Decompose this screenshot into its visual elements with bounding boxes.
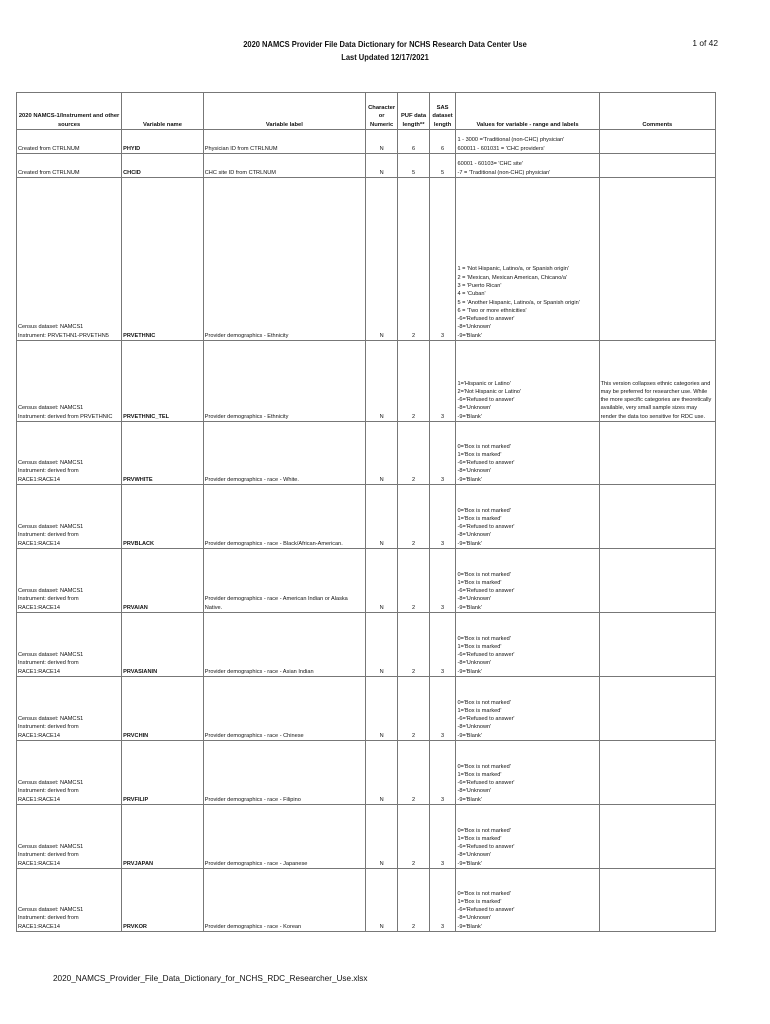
comments-cell	[599, 613, 715, 677]
comments-cell	[599, 178, 715, 341]
variable-name-cell: PRVKOR	[122, 869, 204, 932]
type-cell: N	[365, 485, 397, 549]
variable-name-cell: PRVCHIN	[122, 677, 204, 741]
type-cell: N	[365, 549, 397, 613]
comments-cell	[599, 869, 715, 932]
type-cell: N	[365, 130, 397, 154]
source-cell: Created from CTRLNUM	[17, 154, 122, 178]
values-cell: 0='Box is not marked' 1='Box is marked' -6='Refused to answer' -8='Unknown' -9='Blank'	[456, 677, 599, 741]
column-header-type: Character or Numeric	[365, 93, 397, 130]
source-cell: Census dataset: NAMCS1 Instrument: derived from RACE1:RACE14	[17, 422, 122, 485]
type-cell: N	[365, 613, 397, 677]
variable-name-cell: PRVETHNIC_TEL	[122, 341, 204, 422]
type-cell: N	[365, 869, 397, 932]
sas-length-cell: 5	[429, 154, 456, 178]
sas-length-cell: 3	[429, 549, 456, 613]
table-row	[17, 805, 716, 869]
values-cell: 1='Hispanic or Latino' 2='Not Hispanic or Latino' -6='Refused to answer' -8='Unknown' -9='Blank'	[456, 341, 599, 422]
variable-label-cell: CHC site ID from CTRLNUM	[203, 154, 365, 178]
sas-length-cell: 3	[429, 613, 456, 677]
values-cell: 60001 - 60103= 'CHC site' -7 = 'Traditional (non-CHC) physician'	[456, 154, 599, 178]
values-cell: 1 - 3000 ='Traditional (non-CHC) physician' 600011 - 601031 = 'CHC providers'	[456, 130, 599, 154]
puf-length-cell: 2	[398, 341, 429, 422]
document-title: 2020 NAMCS Provider File Data Dictionary for NCHS Research Data Center Use	[243, 39, 527, 49]
comments-cell	[599, 741, 715, 805]
source-cell: Census dataset: NAMCS1 Instrument: derived from RACE1:RACE14	[17, 677, 122, 741]
variable-name-cell: PRVETHNIC	[122, 178, 204, 341]
table-row	[17, 741, 716, 805]
sas-length-cell: 3	[429, 422, 456, 485]
sas-length-cell: 3	[429, 869, 456, 932]
variable-name-cell: PRVBLACK	[122, 485, 204, 549]
puf-length-cell: 2	[398, 805, 429, 869]
table-row	[17, 130, 716, 154]
variable-label-cell: Provider demographics - Ethnicity	[203, 341, 365, 422]
variable-label-cell: Provider demographics - race - American Indian or Alaska Native.	[203, 549, 365, 613]
sas-length-cell: 3	[429, 805, 456, 869]
table-row	[17, 869, 716, 932]
type-cell: N	[365, 178, 397, 341]
variable-name-cell: PHYID	[122, 130, 204, 154]
puf-length-cell: 2	[398, 549, 429, 613]
values-cell: 0='Box is not marked' 1='Box is marked' -6='Refused to answer' -8='Unknown' -9='Blank'	[456, 549, 599, 613]
variable-name-cell: PRVJAPAN	[122, 805, 204, 869]
table-row	[17, 677, 716, 741]
header-row	[17, 93, 716, 130]
source-cell: Created from CTRLNUM	[17, 130, 122, 154]
source-cell: Census dataset: NAMCS1 Instrument: derived from RACE1:RACE14	[17, 869, 122, 932]
column-header-variable-name: Variable name	[122, 93, 204, 130]
column-header-sas-length: SAS dataset length	[429, 93, 456, 130]
column-header-values: Values for variable - range and labels	[456, 93, 599, 130]
puf-length-cell: 2	[398, 178, 429, 341]
values-cell: 0='Box is not marked' 1='Box is marked' -6='Refused to answer' -8='Unknown' -9='Blank'	[456, 741, 599, 805]
variable-label-cell: Provider demographics - race - Japanese	[203, 805, 365, 869]
comments-cell	[599, 154, 715, 178]
footer-filename: 2020_NAMCS_Provider_File_Data_Dictionary_for_NCHS_RDC_Researcher_Use.xlsx	[53, 974, 368, 983]
comments-cell	[599, 549, 715, 613]
variable-name-cell: PRVWHITE	[122, 422, 204, 485]
column-header-puf-length: PUF data length**	[398, 93, 429, 130]
source-cell: Census dataset: NAMCS1 Instrument: derived from RACE1:RACE14	[17, 805, 122, 869]
type-cell: N	[365, 422, 397, 485]
values-cell: 0='Box is not marked' 1='Box is marked' -6='Refused to answer' -8='Unknown' -9='Blank'	[456, 613, 599, 677]
comments-cell	[599, 422, 715, 485]
variable-label-cell: Provider demographics - race - Filipino	[203, 741, 365, 805]
variable-name-cell: PRVFILIP	[122, 741, 204, 805]
table-row	[17, 613, 716, 677]
puf-length-cell: 6	[398, 130, 429, 154]
source-cell: Census dataset: NAMCS1 Instrument: derived from RACE1:RACE14	[17, 549, 122, 613]
comments-cell	[599, 485, 715, 549]
values-cell: 0='Box is not marked' 1='Box is marked' -6='Refused to answer' -8='Unknown' -9='Blank'	[456, 805, 599, 869]
type-cell: N	[365, 154, 397, 178]
type-cell: N	[365, 341, 397, 422]
column-header-variable-label: Variable label	[203, 93, 365, 130]
source-cell: Census dataset: NAMCS1 Instrument: derived from PRVETHNIC	[17, 341, 122, 422]
table-row	[17, 485, 716, 549]
values-cell: 0='Box is not marked' 1='Box is marked' -6='Refused to answer' -8='Unknown' -9='Blank'	[456, 422, 599, 485]
sas-length-cell: 6	[429, 130, 456, 154]
source-cell: Census dataset: NAMCS1 Instrument: derived from RACE1:RACE14	[17, 741, 122, 805]
values-cell: 0='Box is not marked' 1='Box is marked' -6='Refused to answer' -8='Unknown' -9='Blank'	[456, 869, 599, 932]
variable-label-cell: Physician ID from CTRLNUM	[203, 130, 365, 154]
table-row	[17, 341, 716, 422]
sas-length-cell: 3	[429, 485, 456, 549]
data-dictionary-table	[16, 92, 716, 932]
puf-length-cell: 5	[398, 154, 429, 178]
type-cell: N	[365, 677, 397, 741]
variable-label-cell: Provider demographics - race - White.	[203, 422, 365, 485]
variable-name-cell: PRVASIANIN	[122, 613, 204, 677]
source-cell: Census dataset: NAMCS1 Instrument: derived from RACE1:RACE14	[17, 613, 122, 677]
type-cell: N	[365, 741, 397, 805]
sas-length-cell: 3	[429, 341, 456, 422]
table-row	[17, 178, 716, 341]
page-number: 1 of 42	[692, 38, 718, 48]
variable-label-cell: Provider demographics - race - Black/African-American.	[203, 485, 365, 549]
sas-length-cell: 3	[429, 178, 456, 341]
puf-length-cell: 2	[398, 613, 429, 677]
last-updated: Last Updated 12/17/2021	[341, 52, 429, 62]
comments-cell	[599, 805, 715, 869]
variable-label-cell: Provider demographics - race - Asian Indian	[203, 613, 365, 677]
puf-length-cell: 2	[398, 677, 429, 741]
source-cell: Census dataset: NAMCS1 Instrument: derived from RACE1:RACE14	[17, 485, 122, 549]
puf-length-cell: 2	[398, 422, 429, 485]
table-row	[17, 154, 716, 178]
source-cell: Census dataset: NAMCS1 Instrument: PRVETHN1-PRVETHN5	[17, 178, 122, 341]
table-row	[17, 422, 716, 485]
variable-name-cell: PRVAIAN	[122, 549, 204, 613]
column-header-source: 2020 NAMCS-1/Instrument and other sources	[17, 93, 122, 130]
values-cell: 1 = 'Not Hispanic, Latino/a, or Spanish origin' 2 = 'Mexican, Mexican American, Chicano/a' 3 = 'Puerto Rican' 4 = 'Cuban' 5 = 'Another Hispanic, Latino/a, or Spanish origin' 6 = 'Two or more ethnicities' -6='Refused to answer' -8='Unknown' -9='Blank'	[456, 178, 599, 341]
puf-length-cell: 2	[398, 869, 429, 932]
variable-name-cell: CHCID	[122, 154, 204, 178]
page-header	[39, 38, 732, 64]
sas-length-cell: 3	[429, 677, 456, 741]
column-header-comments: Comments	[599, 93, 715, 130]
puf-length-cell: 2	[398, 741, 429, 805]
table-row	[17, 549, 716, 613]
values-cell: 0='Box is not marked' 1='Box is marked' -6='Refused to answer' -8='Unknown' -9='Blank'	[456, 485, 599, 549]
variable-label-cell: Provider demographics - race - Chinese	[203, 677, 365, 741]
comments-cell	[599, 130, 715, 154]
comments-cell	[599, 677, 715, 741]
comments-cell: This version collapses ethnic categories and may be preferred for researcher use. While the more specific categories are theoretically available, very small sample sizes may render the data too sensitive for RDC use.	[599, 341, 715, 422]
sas-length-cell: 3	[429, 741, 456, 805]
variable-label-cell: Provider demographics - race - Korean	[203, 869, 365, 932]
puf-length-cell: 2	[398, 485, 429, 549]
type-cell: N	[365, 805, 397, 869]
variable-label-cell: Provider demographics - Ethnicity	[203, 178, 365, 341]
